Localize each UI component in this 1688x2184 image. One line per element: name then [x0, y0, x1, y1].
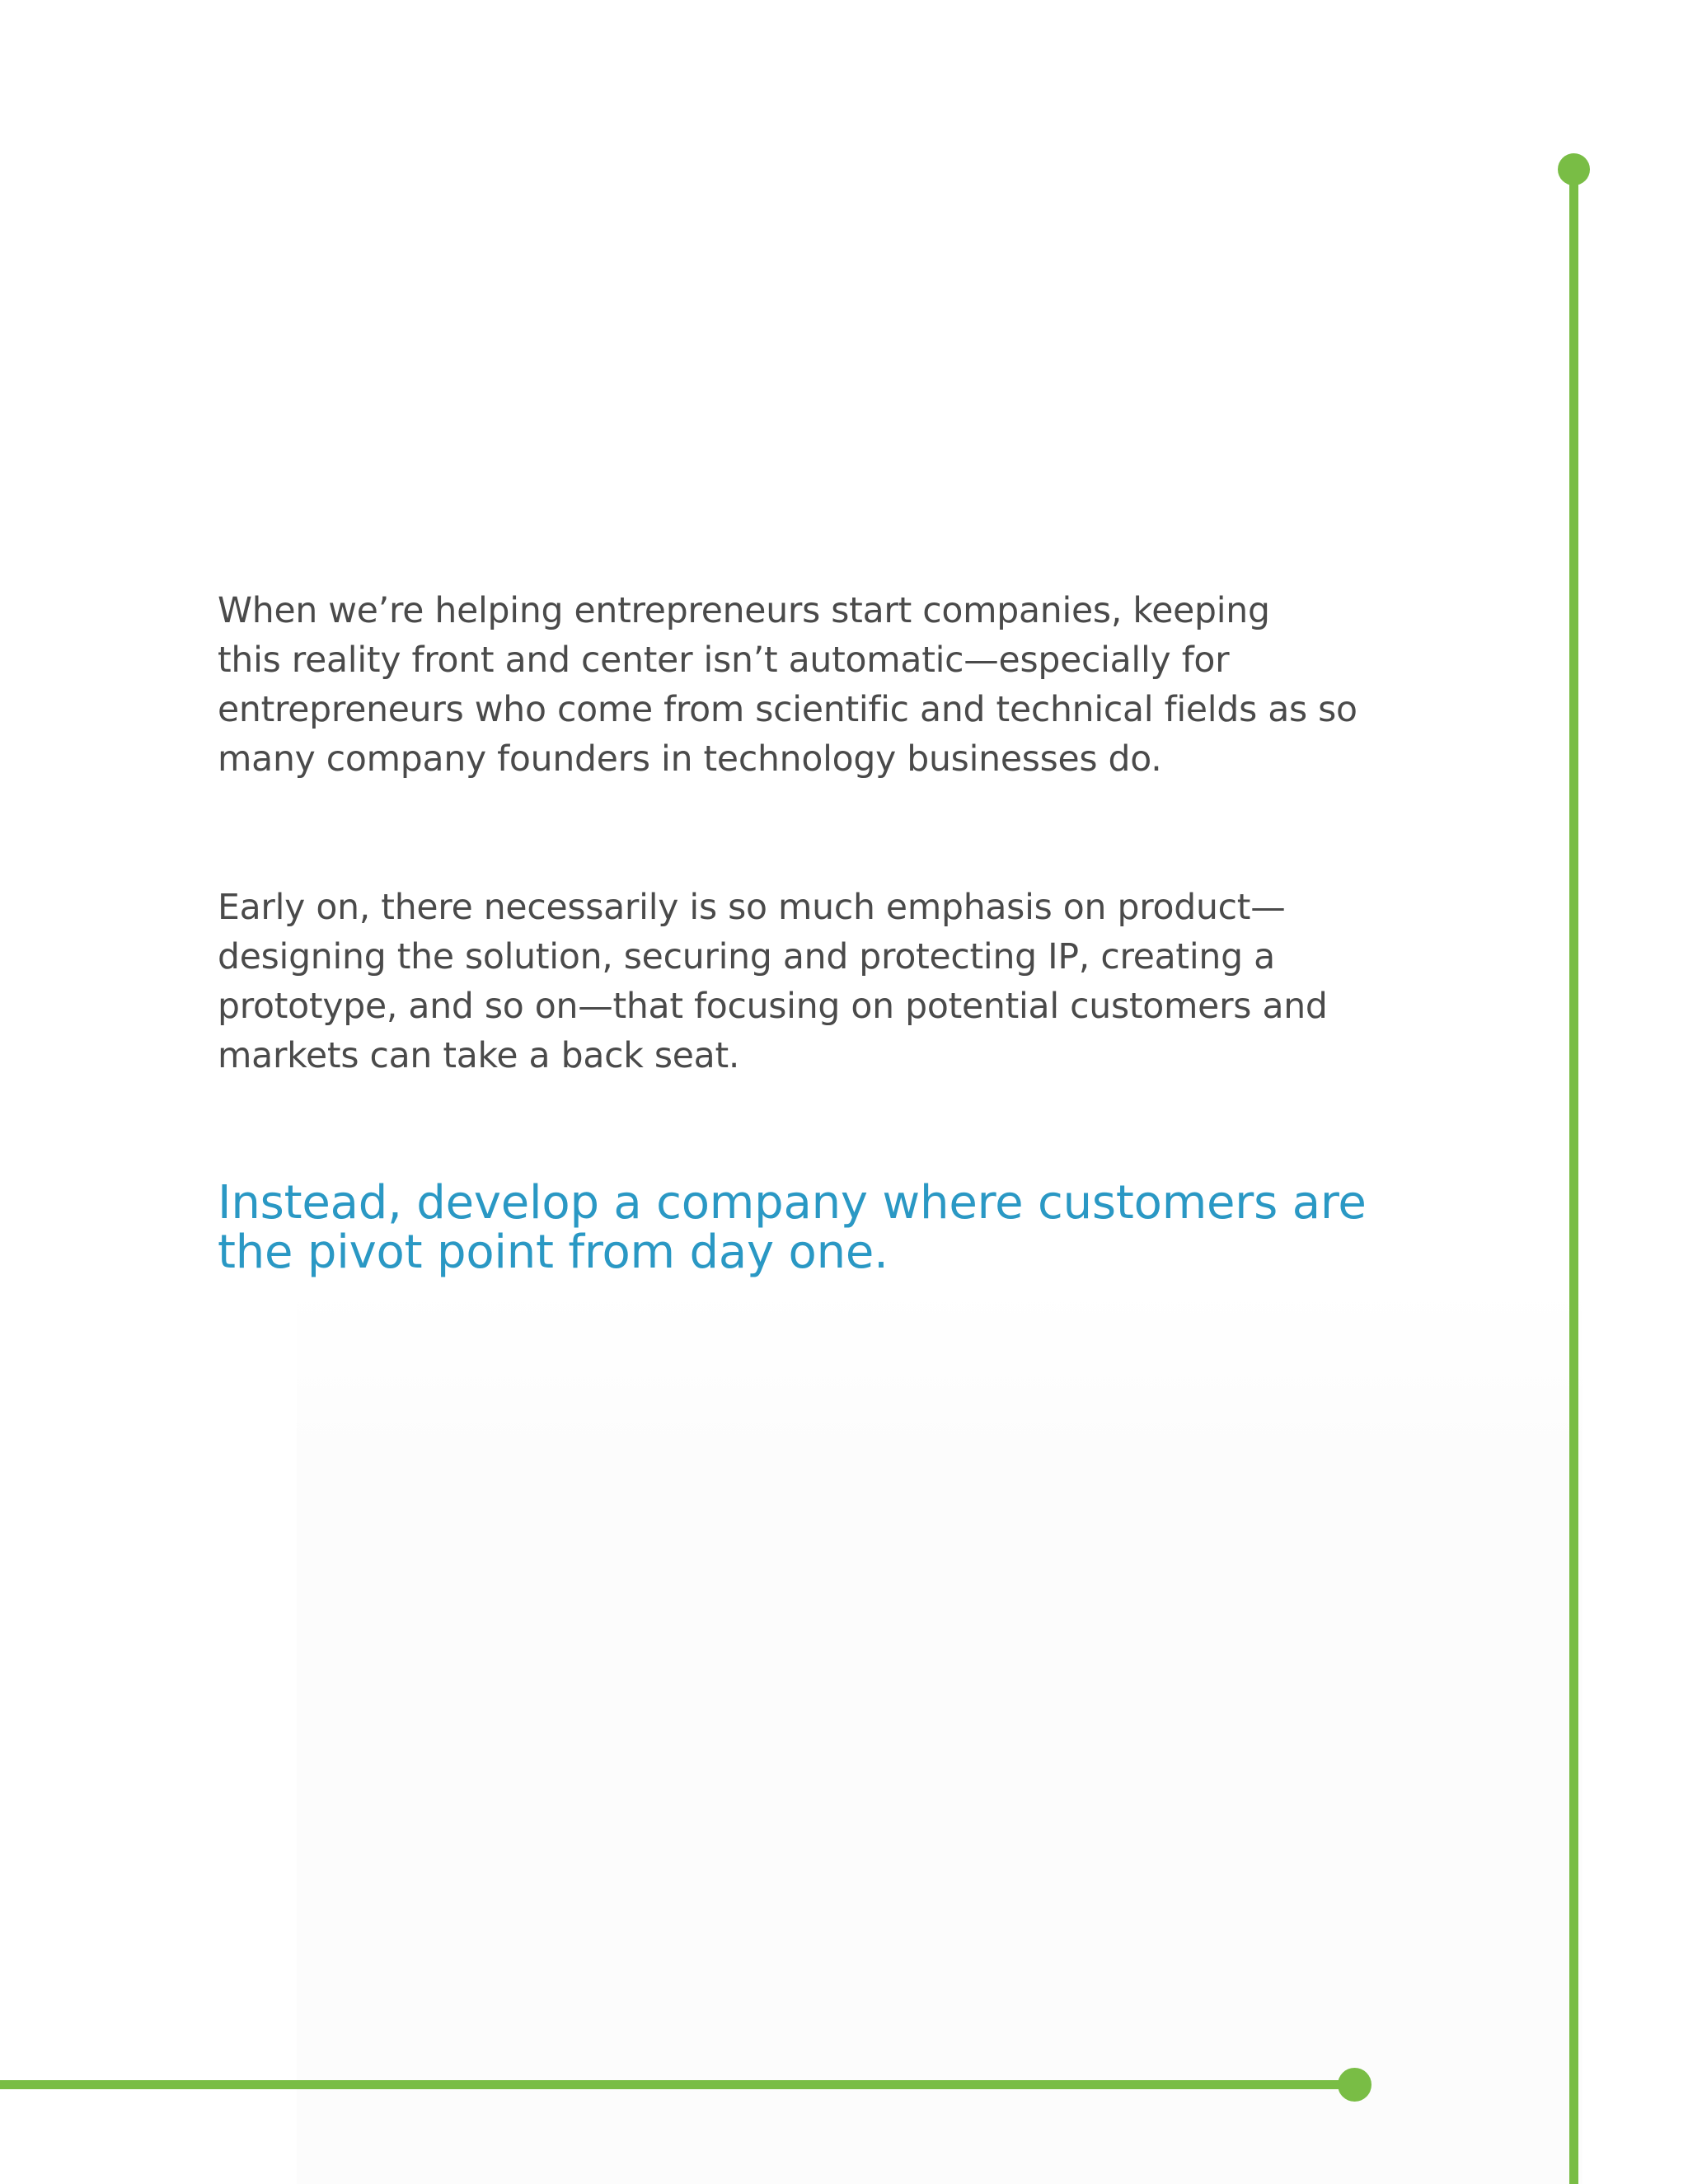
pull-quote-line: Instead, develop a company where customers are [218, 1176, 1367, 1230]
body-paragraph [218, 883, 1372, 1081]
horizontal-accent-line [0, 2080, 1352, 2089]
paragraph-line: many company founders in technology businesses do. [218, 739, 1162, 780]
body-paragraph [218, 587, 1372, 785]
vertical-accent-line [1569, 170, 1578, 2184]
paragraph-line: markets can take a back seat. [218, 1036, 740, 1076]
paragraph-line: this reality front and center isn’t automatic—especially for [218, 640, 1230, 681]
paragraph-line: entrepreneurs who come from scientific and technical fields as so [218, 690, 1357, 730]
pull-quote-line: the pivot point from day one. [218, 1226, 889, 1279]
text-content [218, 587, 1372, 1277]
paragraph-line: When we’re helping entrepreneurs start companies, keeping [218, 591, 1270, 631]
paragraph-line: Early on, there necessarily is so much emphasis on product— [218, 888, 1286, 928]
paragraph-line: designing the solution, securing and protecting IP, creating a [218, 937, 1275, 977]
vertical-line-end-dot [1558, 153, 1590, 185]
paragraph-line: prototype, and so on—that focusing on potential customers and [218, 987, 1328, 1027]
pull-quote [218, 1176, 1372, 1279]
page-background-shade [297, 1286, 1582, 2184]
horizontal-line-end-dot [1338, 2068, 1372, 2102]
